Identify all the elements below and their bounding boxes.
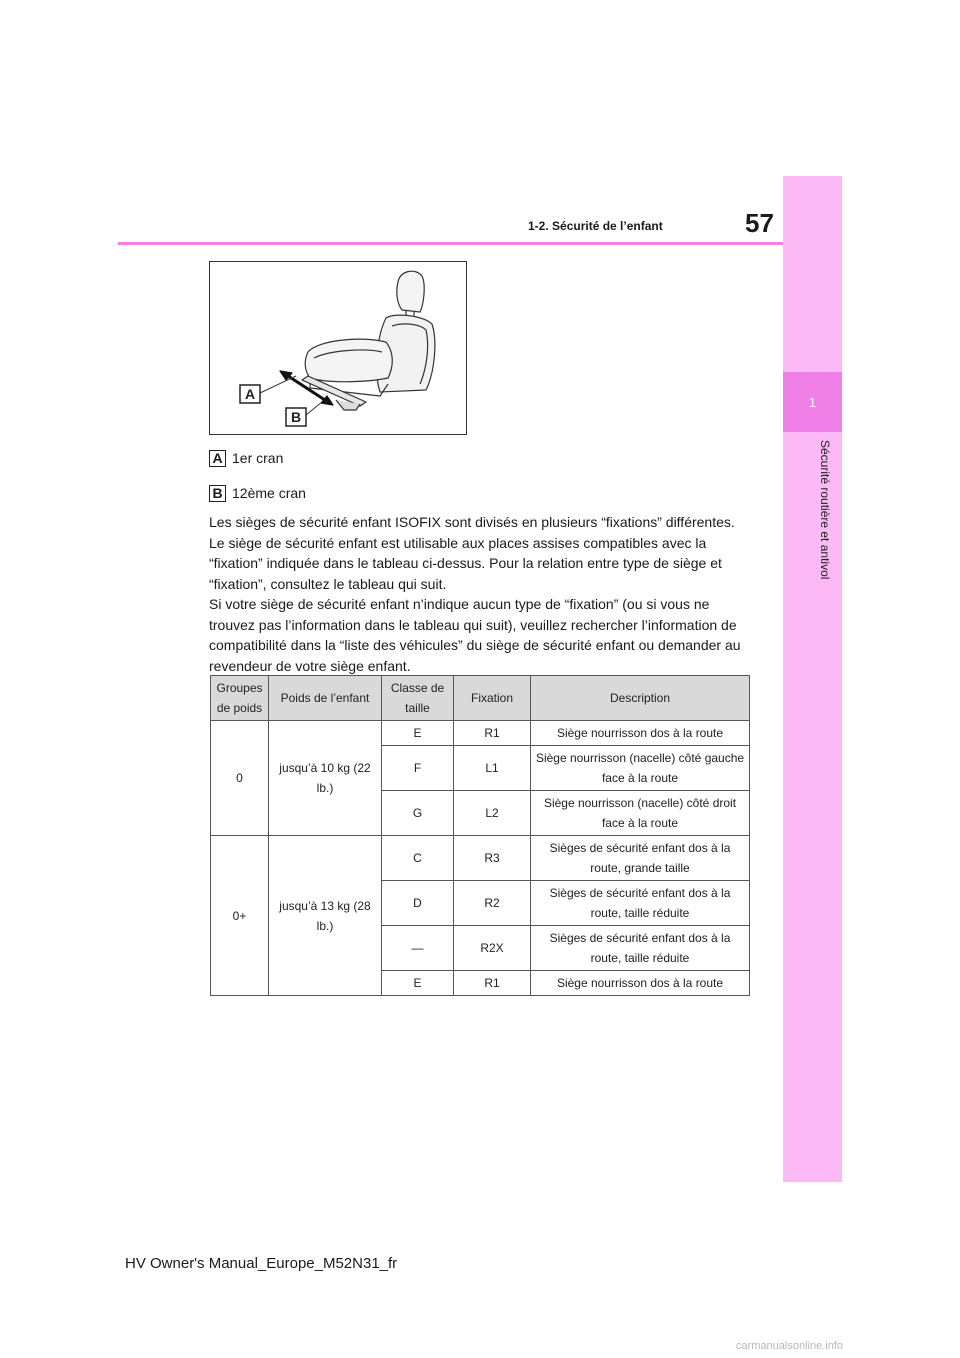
cell-fixation: R3 (454, 836, 531, 881)
header-size-class: Classe de taille (382, 676, 454, 721)
footer-manual-id: HV Owner's Manual_Europe_M52N31_fr (125, 1255, 398, 1272)
seat-drawing (210, 262, 466, 434)
watermark: carmanualsonline.info (736, 1340, 844, 1352)
callout-a-label: A (244, 386, 256, 402)
chapter-side-tab (783, 176, 842, 1182)
callout-a (240, 385, 260, 403)
legend-key-b: B (209, 485, 226, 502)
cell-fixation: R1 (454, 721, 531, 746)
legend-item-a (209, 449, 283, 467)
body-paragraph-2: Si votre siège de sécurité enfant n’indique aucun type de “fixation” (ou si vous ne trouvez pas l’information dans le tableau qui suit), veuillez rechercher l’information de compatibilité dans la “liste des véhicules” du siège de sécurité enfant ou demander au revendeur de votre siège enfant. (209, 596, 741, 674)
header-fixation: Fixation (454, 676, 531, 721)
legend-item-b (209, 484, 306, 502)
cell-description: Siège nourrisson (nacelle) côté droit face à la route (531, 791, 750, 836)
cell-description: Sièges de sécurité enfant dos à la route, grande taille (531, 836, 750, 881)
cell-description: Siège nourrisson dos à la route (531, 721, 750, 746)
callout-b (286, 408, 306, 426)
cell-size-class: C (382, 836, 454, 881)
chapter-title: Sécurité routière et antivol (818, 440, 832, 580)
legend-text-b: 12ème cran (232, 485, 306, 501)
seat-illustration (209, 261, 467, 435)
header-weight-group: Groupes de poids (211, 676, 269, 721)
cell-size-class: F (382, 746, 454, 791)
body-text (209, 512, 749, 676)
table-header-row (211, 676, 750, 721)
cell-size-class: E (382, 721, 454, 746)
header-description: Description (531, 676, 750, 721)
body-paragraph-1: Les sièges de sécurité enfant ISOFIX sont divisés en plusieurs “fixations” différentes. Le siège de sécurité enfant est utilisable aux places assises compatibles avec la “fixation” indiquée dans le tableau ci-dessus. Pour la relation entre type de siège et “fixation”, consultez le tableau qui suit. (209, 514, 735, 592)
chapter-number: 1 (808, 394, 817, 410)
isofix-compatibility-table (210, 675, 750, 996)
cell-size-class: D (382, 881, 454, 926)
cell-weight: jusqu’à 13 kg (28 lb.) (269, 836, 382, 996)
table-row (211, 721, 750, 746)
section-title: 1-2. Sécurité de l’enfant (528, 219, 663, 233)
cell-size-class: E (382, 971, 454, 996)
cell-fixation: L1 (454, 746, 531, 791)
legend-key-a: A (209, 450, 226, 467)
cell-group: 0+ (211, 836, 269, 996)
cell-description: Siège nourrisson (nacelle) côté gauche face à la route (531, 746, 750, 791)
page-number: 57 (745, 208, 774, 238)
header-child-weight: Poids de l’enfant (269, 676, 382, 721)
header-rule (118, 242, 783, 245)
table-row (211, 836, 750, 881)
cell-description: Sièges de sécurité enfant dos à la route, taille réduite (531, 881, 750, 926)
cell-description: Siège nourrisson dos à la route (531, 971, 750, 996)
cell-fixation: R2X (454, 926, 531, 971)
callout-b-label: B (290, 409, 302, 425)
cell-description: Sièges de sécurité enfant dos à la route, taille réduite (531, 926, 750, 971)
cell-fixation: R1 (454, 971, 531, 996)
cell-fixation: R2 (454, 881, 531, 926)
cell-size-class: — (382, 926, 454, 971)
legend-text-a: 1er cran (232, 450, 284, 466)
cell-fixation: L2 (454, 791, 531, 836)
cell-group: 0 (211, 721, 269, 836)
chapter-number-badge (783, 372, 842, 432)
cell-size-class: G (382, 791, 454, 836)
cell-weight: jusqu’à 10 kg (22 lb.) (269, 721, 382, 836)
